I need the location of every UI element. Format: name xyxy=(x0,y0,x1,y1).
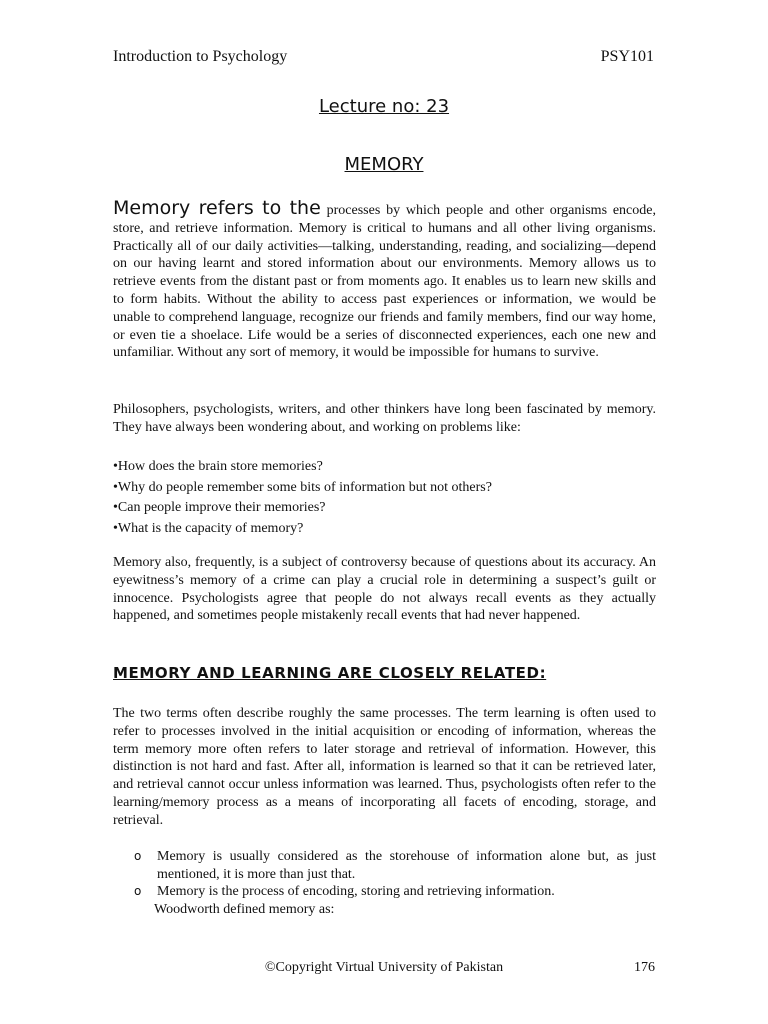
memory-point-text: Memory is usually considered as the storehouse of information alone but, as just mentioned, it is more than just that. xyxy=(157,849,656,882)
intro-paragraph xyxy=(113,197,656,362)
topic-title-text: MEMORY xyxy=(344,154,424,175)
thinkers-paragraph: Philosophers, psychologists, writers, and other thinkers have long been fascinated by memory. They have always been wondering about, and working on problems like: xyxy=(113,402,656,435)
questions-list xyxy=(113,457,656,539)
topic-title xyxy=(0,154,768,175)
question-item: •What is the capacity of memory? xyxy=(113,520,304,536)
circle-bullet-icon: o xyxy=(134,849,142,863)
course-code: PSY101 xyxy=(600,48,654,65)
course-title: Introduction to Psychology xyxy=(113,48,288,65)
memory-point-text: Memory is the process of encoding, storing and retrieving information. xyxy=(157,884,555,899)
lecture-title-text: Lecture no: 23 xyxy=(318,96,450,117)
controversy-paragraph: Memory also, frequently, is a subject of controversy because of questions about its accuracy. An eyewitness’s memory of a crime can play a crucial role in determining a suspect’s guilt or innocence. Psychologists agree that people do not always recall events as they actually happened, and sometimes people mistakenly recall events that had never happened. xyxy=(113,555,656,624)
page-number: 176 xyxy=(634,960,655,975)
question-item: •Can people improve their memories? xyxy=(113,500,326,515)
memory-point xyxy=(131,848,656,883)
intro-text: processes by which people and other organisms encode, store, and retrieve information. Memory is critical to humans and all other living organisms. Practically all of our daily activities—talking, understanding, reading, and socializing—depend on our having learnt and stored information about our environments. Memory allows us to retrieve events from the distant past or from moments ago. It enables us to learn new skills and to form habits. Without the ability to access past experiences or information, we would be unable to comprehend language, recognize our friends and family members, find our way home, or even tie a shoelace. Life would be a series of disconnected experiences, each one new and unfamiliar. Without any sort of memory, it would be impossible for humans to survive. xyxy=(113,203,656,361)
intro-lead: Memory refers to the xyxy=(113,197,321,219)
section-heading: MEMORY AND LEARNING ARE CLOSELY RELATED: xyxy=(113,664,547,682)
circle-bullet-icon: o xyxy=(134,884,142,898)
learning-paragraph: The two terms often describe roughly the same processes. The term learning is often used to refer to processes involved in the initial acquisition or encoding of information, whereas the term memory more often refers to later storage and retrieval of information. However, this distinction is not hard and fast. After all, information is learned so that it can be retrieved later, and retrieval cannot occur unless information was learned. Thus, psychologists often refer to the learning/memory process as a means of incorporating all facets of encoding, storage, and retrieval. xyxy=(113,706,656,828)
memory-points-list xyxy=(131,848,656,901)
question-item: •Why do people remember some bits of information but not others? xyxy=(113,479,492,495)
woodworth-line: Woodworth defined memory as: xyxy=(154,902,335,917)
footer-copyright: ©Copyright Virtual University of Pakistan xyxy=(264,960,504,975)
question-item: •How does the brain store memories? xyxy=(113,459,323,474)
memory-point xyxy=(131,883,656,901)
lecture-title xyxy=(0,96,768,117)
